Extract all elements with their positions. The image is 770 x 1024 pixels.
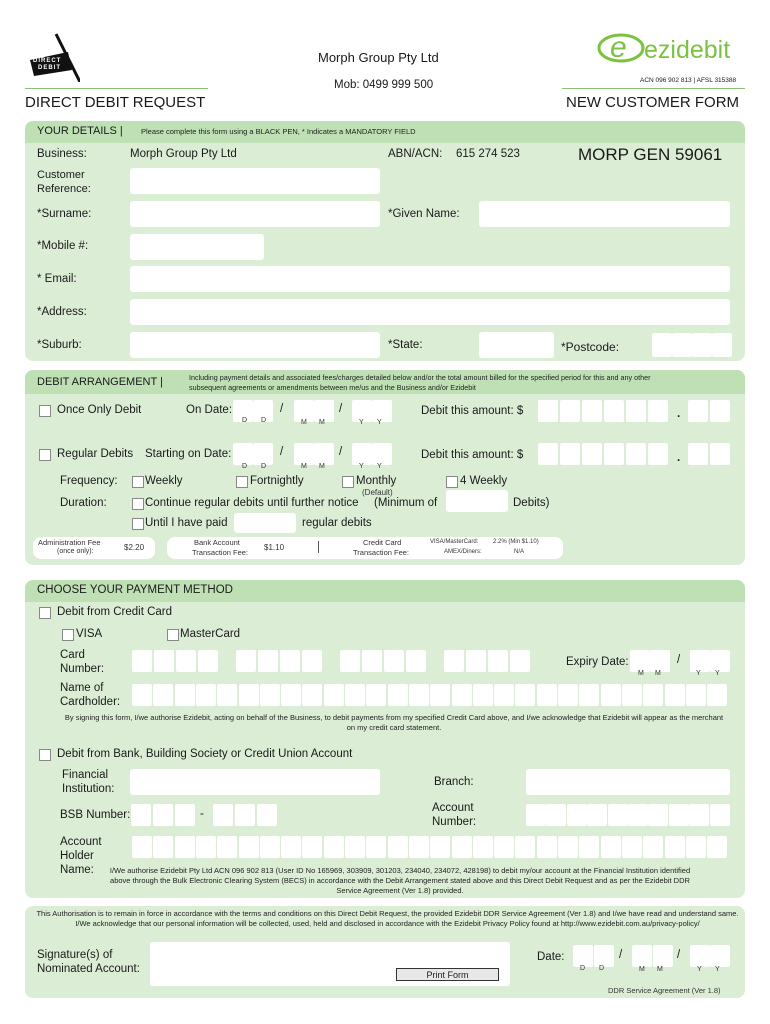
debit-amount-label: Debit this amount: $: [421, 449, 524, 461]
state-field[interactable]: [479, 332, 554, 358]
once-amount-cell[interactable]: [604, 400, 624, 422]
date-slash: /: [619, 949, 623, 961]
account-holder-cell[interactable]: [239, 836, 259, 858]
financial-institution-field[interactable]: [130, 769, 380, 795]
date-slash: /: [339, 403, 343, 415]
cc-authorisation-text: By signing this form, I/we authorise Ezidebit, acting on behalf of the Business, to debit payments from my specified Credit Card above, and I/we acknowledge that Ezidebit will appear as the merchant on my credit card statement.: [64, 713, 724, 732]
start-date-cell[interactable]: [233, 443, 253, 465]
form-title-left: DIRECT DEBIT REQUEST: [25, 94, 206, 111]
regular-cents-cell[interactable]: [688, 443, 708, 465]
visa-checkbox[interactable]: [62, 629, 74, 641]
branch-label: Branch:: [434, 776, 474, 788]
financial-institution-label: Financial Institution:: [62, 769, 115, 795]
four-weekly-label: 4 Weekly: [460, 475, 508, 487]
cardholder-name-cell[interactable]: [324, 684, 344, 706]
account-number-cell[interactable]: [567, 804, 587, 826]
account-holder-cell[interactable]: [622, 836, 642, 858]
account-number-cell[interactable]: [669, 804, 689, 826]
regular-amount-cell[interactable]: [538, 443, 558, 465]
abn-label: ABN/ACN:: [388, 148, 443, 160]
regular-amount-cell[interactable]: [604, 443, 624, 465]
date-slash: /: [280, 403, 284, 415]
card-number-cell[interactable]: [132, 650, 152, 672]
cardholder-name-cell[interactable]: [515, 684, 535, 706]
date-slash: /: [677, 949, 681, 961]
postcode-digit[interactable]: [692, 333, 712, 357]
cardholder-name-cell[interactable]: [409, 684, 429, 706]
account-number-cell[interactable]: [546, 804, 566, 826]
form-title-right: NEW CUSTOMER FORM: [566, 94, 740, 111]
cardholder-name-cell[interactable]: [281, 684, 301, 706]
four-weekly-checkbox[interactable]: [446, 476, 458, 488]
regular-label: Regular Debits: [57, 448, 134, 460]
debit-amount-label: Debit this amount: $: [421, 405, 524, 417]
account-holder-cell[interactable]: [196, 836, 216, 858]
sign-date-cell[interactable]: [690, 945, 710, 967]
account-holder-cell[interactable]: [153, 836, 173, 858]
fortnightly-checkbox[interactable]: [236, 476, 248, 488]
bsb-cell[interactable]: [257, 804, 277, 826]
bank-fee-value: $1.10: [264, 543, 285, 552]
card-number-cell[interactable]: [466, 650, 486, 672]
month-hint: M: [319, 419, 325, 426]
bsb-cell[interactable]: [175, 804, 195, 826]
sign-date-cell[interactable]: [573, 945, 593, 967]
account-holder-cell[interactable]: [217, 836, 237, 858]
regular-debits-label: regular debits: [302, 517, 372, 529]
account-holder-cell[interactable]: [537, 836, 557, 858]
credit-card-label: Debit from Credit Card: [57, 606, 173, 618]
start-date-cell[interactable]: [253, 443, 273, 465]
address-label: *Address:: [37, 306, 87, 318]
account-holder-cell[interactable]: [665, 836, 685, 858]
given-name-field[interactable]: [479, 201, 730, 227]
bsb-label: BSB Number:: [60, 809, 131, 821]
cardholder-name-cell[interactable]: [239, 684, 259, 706]
account-holder-cell[interactable]: [175, 836, 195, 858]
cardholder-name-cell[interactable]: [686, 684, 706, 706]
continue-label: Continue regular debits until further notice: [145, 497, 359, 509]
card-number-cell[interactable]: [384, 650, 404, 672]
postcode-digit[interactable]: [712, 333, 732, 357]
decimal-point: .: [677, 408, 681, 420]
expiry-cell[interactable]: [630, 650, 650, 672]
weekly-label: Weekly: [145, 475, 183, 487]
once-only-checkbox[interactable]: [39, 405, 51, 417]
bsb-cell[interactable]: [235, 804, 255, 826]
year-hint: Y: [697, 966, 702, 973]
frequency-label: Frequency:: [60, 475, 118, 487]
day-hint: D: [261, 417, 267, 424]
account-holder-cell[interactable]: [324, 836, 344, 858]
debit-instruction: Including payment details and associated fees/charges detailed below and/or the total amount billed for the specified period for this and any other subsequent agreements or amendments between me/us and the Business and/or Ezidebit: [189, 373, 651, 392]
account-holder-cell[interactable]: [473, 836, 493, 858]
bsb-cell[interactable]: [213, 804, 233, 826]
default-note: (Default): [362, 488, 393, 497]
state-label: *State:: [388, 339, 423, 351]
minimum-debits-field[interactable]: [446, 490, 508, 512]
regular-cents-cell[interactable]: [710, 443, 730, 465]
cardholder-name-cell[interactable]: [622, 684, 642, 706]
abn-value: 615 274 523: [456, 148, 520, 160]
credit-card-checkbox[interactable]: [39, 607, 51, 619]
print-form-button[interactable]: Print Form: [396, 968, 499, 981]
cardholder-name-cell[interactable]: [579, 684, 599, 706]
until-paid-field[interactable]: [234, 513, 296, 533]
account-holder-cell[interactable]: [579, 836, 599, 858]
cardholder-name-cell[interactable]: [643, 684, 663, 706]
mobile-number: Mob: 0499 999 500: [334, 79, 434, 91]
once-amount-cell[interactable]: [626, 400, 646, 422]
card-number-cell[interactable]: [510, 650, 530, 672]
month-hint: M: [301, 463, 307, 470]
cardholder-name-cell[interactable]: [217, 684, 237, 706]
expiry-label: Expiry Date:: [566, 656, 629, 668]
date-slash: /: [280, 446, 284, 458]
account-holder-cell[interactable]: [558, 836, 578, 858]
card-number-cell[interactable]: [406, 650, 426, 672]
once-date-cell[interactable]: [372, 400, 392, 422]
regular-checkbox[interactable]: [39, 449, 51, 461]
cardholder-name-cell[interactable]: [260, 684, 280, 706]
address-field[interactable]: [130, 299, 730, 325]
bank-checkbox[interactable]: [39, 749, 51, 761]
bsb-cell[interactable]: [153, 804, 173, 826]
account-holder-cell[interactable]: [366, 836, 386, 858]
regular-amount-cell[interactable]: [582, 443, 602, 465]
account-holder-cell[interactable]: [345, 836, 365, 858]
year-hint: Y: [715, 966, 720, 973]
mobile-label: *Mobile #:: [37, 240, 89, 252]
admin-fee-label: Administration Fee: [38, 538, 101, 547]
day-hint: D: [580, 965, 586, 972]
day-hint: D: [261, 463, 267, 470]
account-number-cell[interactable]: [608, 804, 628, 826]
account-holder-cell[interactable]: [430, 836, 450, 858]
start-date-cell[interactable]: [294, 443, 314, 465]
year-hint: Y: [359, 419, 364, 426]
expiry-slash: /: [677, 654, 681, 666]
once-cents-cell[interactable]: [710, 400, 730, 422]
suburb-label: *Suburb:: [37, 339, 82, 351]
account-number-cell[interactable]: [648, 804, 668, 826]
fortnightly-label: Fortnightly: [250, 475, 304, 487]
cardholder-name-cell[interactable]: [707, 684, 727, 706]
authorisation-text: This Authorisation is to remain in force in accordance with the terms and conditions on this Direct Debit Request, the provided Ezidebit DDR Service Agreement (Ver 1.8) and I/we have read and understand same. I/We acknowledge that our personal information will be collected, used, held and disclosed in accordance with the Ezidebit Privacy Policy found at http://www.ezidebit.com.au/privacy-policy/: [36, 909, 739, 928]
company-name: Morph Group Pty Ltd: [318, 50, 439, 65]
once-amount-cell[interactable]: [560, 400, 580, 422]
debit-heading: DEBIT ARRANGEMENT |: [37, 376, 163, 388]
until-paid-label: Until I have paid: [145, 517, 228, 529]
expiry-cell[interactable]: [690, 650, 710, 672]
svg-text:e: e: [610, 31, 627, 64]
day-hint: D: [599, 965, 605, 972]
year-hint: Y: [715, 670, 720, 677]
account-holder-cell[interactable]: [686, 836, 706, 858]
month-hint: M: [639, 966, 645, 973]
cc-visa-value: 2.2% (Min $1.10): [493, 539, 539, 545]
year-hint: Y: [377, 419, 382, 426]
card-number-cell[interactable]: [444, 650, 464, 672]
cc-fee-label: Credit Card: [363, 538, 402, 547]
account-number-cell[interactable]: [689, 804, 709, 826]
cc-amex-value: N/A: [514, 549, 525, 555]
debits-label: Debits): [513, 497, 550, 509]
cardholder-name-cell[interactable]: [558, 684, 578, 706]
cardholder-name-cell[interactable]: [345, 684, 365, 706]
month-hint: M: [655, 670, 661, 677]
account-holder-cell[interactable]: [132, 836, 152, 858]
email-label: * Email:: [37, 273, 77, 285]
expiry-cell[interactable]: [710, 650, 730, 672]
sign-date-cell[interactable]: [594, 945, 614, 967]
given-name-label: *Given Name:: [388, 208, 460, 220]
sign-date-cell[interactable]: [632, 945, 652, 967]
header-rule-left: [25, 88, 208, 89]
once-cents-cell[interactable]: [688, 400, 708, 422]
account-number-cell[interactable]: [628, 804, 648, 826]
cardholder-name-cell[interactable]: [537, 684, 557, 706]
account-holder-cell[interactable]: [388, 836, 408, 858]
acn-afsl: ACN 096 902 813 | AFSL 315388: [640, 77, 737, 84]
cardholder-name-cell[interactable]: [132, 684, 152, 706]
business-label: Business:: [37, 148, 87, 160]
bsb-cell[interactable]: [131, 804, 151, 826]
admin-fee-value: $2.20: [124, 543, 145, 552]
branch-field[interactable]: [526, 769, 730, 795]
cardholder-name-cell[interactable]: [388, 684, 408, 706]
postcode-digit[interactable]: [652, 333, 672, 357]
bank-label: Debit from Bank, Building Society or Credit Union Account: [57, 748, 353, 760]
card-number-cell[interactable]: [280, 650, 300, 672]
customer-ref-label: Customer Reference:: [37, 169, 91, 195]
bank-fee-label: Bank Account: [194, 538, 240, 547]
day-hint: D: [242, 463, 248, 470]
account-holder-cell[interactable]: [643, 836, 663, 858]
on-date-label: On Date:: [186, 404, 233, 416]
customer-code: MORP GEN 59061: [578, 145, 723, 164]
details-instruction: Please complete this form using a BLACK PEN, * Indicates a MANDATORY FIELD: [141, 127, 416, 136]
account-holder-cell[interactable]: [452, 836, 472, 858]
cardholder-name-cell[interactable]: [302, 684, 322, 706]
postcode-label: *Postcode:: [561, 340, 620, 354]
expiry-cell[interactable]: [650, 650, 670, 672]
account-number-cell[interactable]: [587, 804, 607, 826]
cc-fee-sub: Transaction Fee:: [353, 548, 409, 557]
account-number-cell[interactable]: [526, 804, 546, 826]
start-date-cell[interactable]: [372, 443, 392, 465]
cardholder-name-cell[interactable]: [196, 684, 216, 706]
card-number-label: Card Number:: [60, 649, 105, 675]
card-number-cell[interactable]: [340, 650, 360, 672]
suburb-field[interactable]: [130, 332, 380, 358]
bsb-dash: -: [200, 808, 204, 820]
mobile-field[interactable]: [130, 234, 264, 260]
year-hint: Y: [696, 670, 701, 677]
bank-authorisation-text: I/We authorise Ezidebit Pty Ltd ACN 096 902 813 (User ID No 165969, 303909, 301203, 234040, 234072, 428198) to debit my/our account at the Financial Institution identified above through the Bulk Electronic Clearing System (BECS) in accordance with the Debit Arrangement stated above and this Direct Debit Request and as per the Ezidebit DDR Service Agreement (Ver 1.8) provided.: [109, 866, 691, 895]
continue-checkbox[interactable]: [132, 498, 144, 510]
admin-fee-sub: (once only):: [57, 548, 94, 555]
surname-label: *Surname:: [37, 208, 92, 220]
card-number-cell[interactable]: [258, 650, 278, 672]
starting-on-label: Starting on Date:: [145, 448, 232, 460]
weekly-checkbox[interactable]: [132, 476, 144, 488]
business-value: Morph Group Pty Ltd: [130, 148, 237, 160]
year-hint: Y: [377, 463, 382, 470]
once-amount-cell[interactable]: [582, 400, 602, 422]
month-hint: M: [319, 463, 325, 470]
logo-text-line1: DIRECT: [33, 58, 62, 64]
surname-field[interactable]: [130, 201, 380, 227]
account-holder-cell[interactable]: [494, 836, 514, 858]
fee-divider: [318, 541, 319, 553]
month-hint: M: [638, 670, 644, 677]
month-hint: M: [301, 419, 307, 426]
mastercard-checkbox[interactable]: [167, 629, 179, 641]
account-holder-label: Account Holder Name:: [60, 836, 102, 876]
once-amount-cell[interactable]: [538, 400, 558, 422]
account-number-label: Account Number:: [432, 802, 477, 828]
account-holder-cell[interactable]: [707, 836, 727, 858]
date-label: Date:: [537, 951, 565, 963]
day-hint: D: [242, 417, 248, 424]
minimum-of-label: (Minimum of: [374, 497, 438, 509]
cc-visa-label: VISA/MasterCard:: [430, 539, 479, 545]
service-agreement-label: DDR Service Agreement (Ver 1.8): [608, 986, 721, 995]
cc-amex-label: AMEX/Diners:: [444, 549, 482, 555]
brand-name: ezidebit: [644, 36, 731, 64]
regular-amount-cell[interactable]: [626, 443, 646, 465]
card-number-cell[interactable]: [488, 650, 508, 672]
start-date-cell[interactable]: [314, 443, 334, 465]
cardholder-name-cell[interactable]: [175, 684, 195, 706]
header-rule-right: [562, 88, 745, 89]
account-holder-cell[interactable]: [281, 836, 301, 858]
cardholder-name-cell[interactable]: [366, 684, 386, 706]
account-holder-cell[interactable]: [515, 836, 535, 858]
account-holder-cell[interactable]: [601, 836, 621, 858]
postcode-digit[interactable]: [672, 333, 692, 357]
email-field[interactable]: [130, 266, 730, 292]
card-number-cell[interactable]: [362, 650, 382, 672]
ezidebit-logo-icon: [596, 30, 646, 66]
cardholder-name-cell[interactable]: [494, 684, 514, 706]
regular-amount-cell[interactable]: [648, 443, 668, 465]
signature-label: Signature(s) of Nominated Account:: [37, 949, 140, 975]
card-number-cell[interactable]: [198, 650, 218, 672]
start-date-cell[interactable]: [352, 443, 372, 465]
payment-heading: CHOOSE YOUR PAYMENT METHOD: [37, 584, 233, 596]
date-slash: /: [339, 446, 343, 458]
visa-label: VISA: [76, 628, 103, 640]
month-hint: M: [657, 966, 663, 973]
until-paid-checkbox[interactable]: [132, 518, 144, 530]
once-only-label: Once Only Debit: [57, 404, 142, 416]
account-holder-cell[interactable]: [409, 836, 429, 858]
cardholder-name-cell[interactable]: [473, 684, 493, 706]
customer-ref-field[interactable]: [130, 168, 380, 194]
card-number-cell[interactable]: [154, 650, 174, 672]
account-holder-cell[interactable]: [260, 836, 280, 858]
cardholder-name-cell[interactable]: [430, 684, 450, 706]
cardholder-name-cell[interactable]: [153, 684, 173, 706]
your-details-heading: YOUR DETAILS |: [37, 125, 123, 137]
card-number-cell[interactable]: [176, 650, 196, 672]
cardholder-name-cell[interactable]: [665, 684, 685, 706]
once-amount-cell[interactable]: [648, 400, 668, 422]
direct-debit-logo: [26, 32, 80, 82]
bank-fee-sub: Transaction Fee:: [192, 548, 248, 557]
sign-date-cell[interactable]: [653, 945, 673, 967]
account-holder-cell[interactable]: [302, 836, 322, 858]
year-hint: Y: [359, 463, 364, 470]
regular-amount-cell[interactable]: [560, 443, 580, 465]
card-number-cell[interactable]: [302, 650, 322, 672]
monthly-label: Monthly: [356, 475, 397, 487]
cardholder-name-cell[interactable]: [452, 684, 472, 706]
cardholder-name-cell[interactable]: [601, 684, 621, 706]
duration-label: Duration:: [60, 497, 107, 509]
monthly-checkbox[interactable]: [342, 476, 354, 488]
decimal-point: .: [677, 452, 681, 464]
card-number-cell[interactable]: [236, 650, 256, 672]
sign-date-cell[interactable]: [710, 945, 730, 967]
account-number-cell[interactable]: [710, 804, 730, 826]
cardholder-label: Name of Cardholder:: [60, 682, 121, 708]
mastercard-label: MasterCard: [180, 628, 241, 640]
logo-text-line2: DEBIT: [38, 65, 61, 71]
